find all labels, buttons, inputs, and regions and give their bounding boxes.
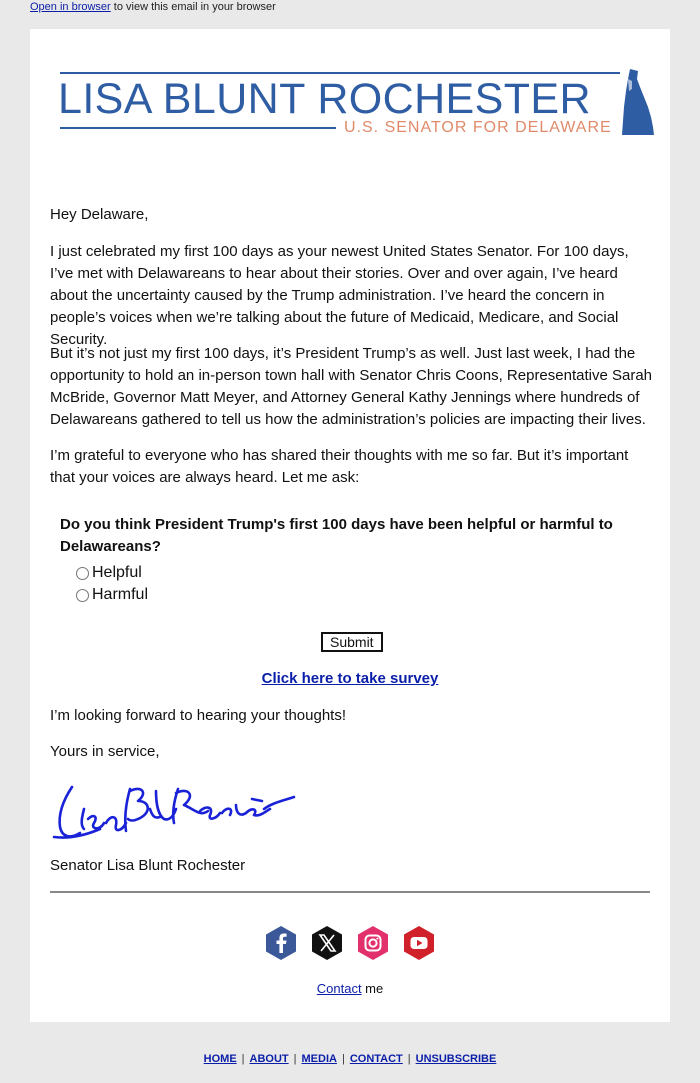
poll-option-label: Harmful — [92, 586, 149, 603]
footer-separator: | — [293, 1053, 297, 1065]
paragraph-2 — [50, 343, 654, 431]
footer-nav — [0, 1053, 700, 1065]
x-icon[interactable] — [309, 925, 345, 961]
poll-option-helpful[interactable] — [76, 562, 630, 584]
logo-rule-bottom — [60, 127, 336, 129]
open-in-browser-link[interactable]: Open in browser — [30, 1, 111, 13]
signature-image — [50, 779, 300, 843]
contact-rest: me — [361, 981, 384, 996]
senator-logo — [58, 69, 658, 141]
youtube-icon[interactable] — [401, 925, 437, 961]
instagram-icon[interactable] — [355, 925, 391, 961]
take-survey-link[interactable]: Click here to take survey — [261, 670, 439, 687]
harmful-radio[interactable] — [76, 589, 89, 602]
greeting: Hey Delaware, — [50, 206, 149, 223]
helpful-radio[interactable] — [76, 567, 89, 580]
poll-question: Do you think President Trump's first 100 days have been helpful or harmful to Delawareans? — [60, 516, 613, 555]
poll — [60, 514, 630, 606]
sign-off: Yours in service, — [50, 743, 160, 760]
paragraph-text: I just celebrated my first 100 days as your newest United States Senator. For 100 days, I’ve met with Delawareans to hear about their stories. Over and over again, I’ve heard about the uncertainty caused by the Trump administration. I’ve heard the concern in people’s voices when we’re talking about the future of Medicaid, Medicare, and Social Security. — [50, 243, 629, 348]
divider — [50, 891, 650, 893]
logo-rule-top — [60, 72, 620, 74]
email-card — [30, 29, 670, 1022]
logo-name: LISA BLUNT ROCHESTER — [58, 75, 591, 123]
paragraph-1 — [50, 241, 654, 351]
facebook-icon[interactable] — [263, 925, 299, 961]
social-links — [30, 925, 670, 961]
footer-link-media[interactable]: MEDIA — [301, 1053, 337, 1065]
closing-line: I’m looking forward to hearing your thoughts! — [50, 707, 346, 724]
poll-option-harmful[interactable] — [76, 584, 630, 606]
footer-link-contact[interactable]: CONTACT — [349, 1053, 403, 1065]
contact-link[interactable]: Contact — [316, 981, 362, 996]
paragraph-text: But it’s not just my first 100 days, it’s President Trump’s as well. Just last week, I had the opportunity to hold an in-person town hall with Senator Chris Coons, Representative Sarah McBride, Governor Matt Meyer, and Attorney General Kathy Jennings where hundreds of Delawareans gathered to tell us how the administration’s policies are impacting their lives. — [50, 345, 653, 428]
footer-link-home[interactable]: HOME — [203, 1053, 237, 1065]
footer-link-unsubscribe[interactable]: UNSUBSCRIBE — [415, 1053, 497, 1065]
footer-separator: | — [407, 1053, 411, 1065]
footer-separator: | — [341, 1053, 345, 1065]
contact-line — [30, 981, 670, 996]
footer-separator: | — [241, 1053, 245, 1065]
submit-button[interactable]: Submit — [321, 632, 383, 652]
signer-name: Senator Lisa Blunt Rochester — [50, 857, 246, 874]
preheader-text: to view this email in your browser — [110, 1, 276, 13]
logo-subtitle: U.S. SENATOR FOR DELAWARE — [344, 119, 612, 136]
footer-link-about[interactable]: ABOUT — [249, 1053, 289, 1065]
preheader — [30, 1, 276, 13]
delaware-state-icon — [620, 69, 654, 137]
paragraph-3 — [50, 445, 654, 489]
poll-option-label: Helpful — [92, 564, 142, 581]
paragraph-text: I’m grateful to everyone who has shared their thoughts with me so far. But it’s important that your voices are always heard. Let me ask: — [50, 447, 629, 486]
